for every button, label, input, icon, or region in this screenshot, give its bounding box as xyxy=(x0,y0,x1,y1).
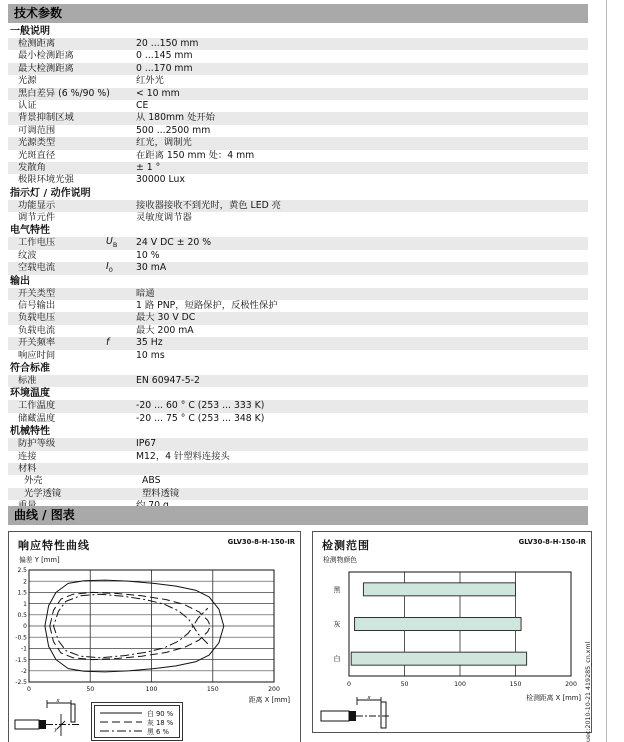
bar-category-label: 白 xyxy=(333,655,341,664)
spec-row xyxy=(8,475,588,487)
spec-row xyxy=(8,50,588,62)
response-curve-chart xyxy=(8,531,301,742)
spec-value: 0 ...145 mm xyxy=(136,50,193,62)
spec-row xyxy=(8,125,588,137)
spec-row xyxy=(8,200,588,212)
spec-label: 背景抑制区域 xyxy=(18,112,74,124)
spec-label: 工作电压 xyxy=(18,237,56,249)
chart1-part-number: GLV30-8-H-150-IR xyxy=(227,538,295,546)
spec-label: 连接 xyxy=(18,450,37,462)
spec-section-title: 输出 xyxy=(10,275,30,287)
spec-label: 外壳 xyxy=(24,475,43,487)
spec-label: 最大检测距离 xyxy=(18,62,74,74)
spec-row xyxy=(8,451,588,463)
spec-value: 30000 Lux xyxy=(136,174,185,186)
spec-label: 功能显示 xyxy=(18,199,56,211)
spec-label: 极限环境光强 xyxy=(18,174,74,186)
svg-text:0.5: 0.5 xyxy=(17,612,27,619)
spec-row xyxy=(8,38,588,50)
spec-section-title: 一般说明 xyxy=(10,26,50,37)
svg-text:-1: -1 xyxy=(21,645,27,653)
svg-text:2.5: 2.5 xyxy=(17,567,27,575)
spec-label: 信号输出 xyxy=(18,300,56,312)
spec-label: 光斑直径 xyxy=(18,149,56,161)
spec-value: 20 ...150 mm xyxy=(136,38,199,49)
legend-label: 白 90 % xyxy=(147,709,174,718)
spec-row xyxy=(8,400,588,412)
spec-value: 暗通 xyxy=(136,287,155,299)
spec-label: 认证 xyxy=(18,99,37,111)
spec-row xyxy=(8,438,588,450)
spec-row xyxy=(8,300,588,312)
spec-value: -20 ... 60 ° C (253 ... 333 K) xyxy=(136,400,265,412)
spec-value: IP67 xyxy=(136,438,157,450)
footer-revision-note: uec:2010-10-21 419285_cn.xml xyxy=(585,641,592,742)
spec-value: 10 ms xyxy=(136,349,165,361)
chart2-x-axis-label: 检测距离 X [mm] xyxy=(526,694,581,702)
svg-text:1: 1 xyxy=(23,600,27,608)
spec-row xyxy=(8,100,588,112)
spec-value: -20 ... 75 ° C (253 ... 348 K) xyxy=(136,412,265,424)
svg-text:-0.5: -0.5 xyxy=(15,634,27,642)
legend-label: 灰 18 % xyxy=(147,718,174,727)
svg-text:0: 0 xyxy=(23,623,27,631)
spec-label: 标准 xyxy=(18,374,37,386)
spec-label: 工作温度 xyxy=(18,400,56,412)
legend-line-sample xyxy=(99,728,143,734)
legend-label: 黑 6 % xyxy=(147,727,169,736)
spec-row xyxy=(8,212,588,224)
spec-section-title: 指示灯 / 动作说明 xyxy=(10,187,91,199)
legend-line-sample xyxy=(99,719,143,725)
spec-row xyxy=(8,312,588,324)
spec-value: 0 ...170 mm xyxy=(136,62,193,74)
spec-row xyxy=(8,63,588,75)
spec-label: 最小检测距离 xyxy=(18,50,74,62)
svg-text:-2: -2 xyxy=(21,668,27,675)
spec-section-title: 机械特性 xyxy=(10,426,50,438)
spec-row xyxy=(8,337,588,349)
spec-section-title: 环境温度 xyxy=(10,388,50,400)
spec-row xyxy=(8,250,588,262)
spec-value: 24 V DC ± 20 % xyxy=(136,237,212,249)
svg-text:-2.5: -2.5 xyxy=(15,679,27,687)
spec-value: 10 % xyxy=(136,249,160,261)
chart1-title-row xyxy=(9,532,300,553)
svg-text:0: 0 xyxy=(27,686,31,692)
spec-label: 纹波 xyxy=(18,249,37,261)
chart2-category-axis-label: 检测物颜色 xyxy=(323,556,357,564)
spec-row xyxy=(8,262,588,274)
spec-label: 光源类型 xyxy=(18,137,56,149)
spec-value: 在距离 150 mm 处：4 mm xyxy=(136,149,255,161)
response-curve-plot xyxy=(9,564,298,692)
spec-section-title: 符合标准 xyxy=(10,362,50,374)
chart2-title-row xyxy=(313,532,591,553)
spec-row xyxy=(8,375,588,387)
spec-symbol: $U_B$ xyxy=(106,236,118,249)
spec-section-title: 电气特性 xyxy=(10,225,50,237)
svg-text:x: x xyxy=(56,698,60,704)
spec-table xyxy=(8,25,588,513)
sensor-target-diagram-icon xyxy=(319,696,395,730)
spec-value: 接收器接收不到光时，黄色 LED 亮 xyxy=(136,199,281,211)
svg-text:1.5: 1.5 xyxy=(17,589,27,597)
spec-row xyxy=(8,488,588,500)
svg-text:100: 100 xyxy=(454,681,466,688)
svg-text:50: 50 xyxy=(400,681,409,688)
svg-text:y: y xyxy=(54,727,58,733)
legend-line-sample xyxy=(99,710,143,716)
spec-label: 空载电流 xyxy=(18,262,56,274)
page-right-rule xyxy=(606,0,607,742)
spec-label: 防护等级 xyxy=(18,438,56,450)
spec-label: 光源 xyxy=(18,75,37,87)
spec-value: 1 路 PNP，短路保护，反极性保护 xyxy=(136,300,278,312)
spec-label: 检测距离 xyxy=(18,38,56,49)
spec-value: M12，4 针塑料连接头 xyxy=(136,450,230,462)
svg-text:150: 150 xyxy=(206,686,219,692)
spec-row xyxy=(8,150,588,162)
bar-category-label: 黑 xyxy=(333,585,341,594)
spec-row xyxy=(8,237,588,249)
spec-value: 红光，调制光 xyxy=(136,137,192,149)
spec-row xyxy=(8,88,588,100)
spec-value: 红外光 xyxy=(136,75,164,87)
svg-text:200: 200 xyxy=(268,686,280,692)
svg-text:100: 100 xyxy=(145,686,158,692)
spec-value: 塑料透镜 xyxy=(142,487,180,499)
section-header-curves: 曲线 / 图表 xyxy=(8,506,588,525)
spec-row xyxy=(8,350,588,362)
spec-value: < 10 mm xyxy=(136,87,180,99)
sensor-target-diagram-icon xyxy=(13,698,85,740)
legend-entry xyxy=(99,726,173,735)
chart2-part-number: GLV30-8-H-150-IR xyxy=(518,538,586,546)
section-header-technical-data: 技术参数 xyxy=(8,4,588,23)
spec-label: 可调范围 xyxy=(18,124,56,136)
spec-row xyxy=(8,325,588,337)
spec-row xyxy=(8,463,588,475)
spec-label: 负载电流 xyxy=(18,324,56,336)
detection-range-chart xyxy=(312,531,592,733)
spec-label: 开关类型 xyxy=(18,287,56,299)
chart2-title: 检测范围 xyxy=(322,539,370,552)
spec-row xyxy=(8,137,588,149)
chart1-y-axis-label: 偏差 Y [mm] xyxy=(19,556,60,564)
spec-value: CE xyxy=(136,99,149,111)
spec-label: 响应时间 xyxy=(18,349,56,361)
spec-row xyxy=(8,162,588,174)
spec-label: 光学透镜 xyxy=(24,487,62,499)
spec-row xyxy=(8,288,588,300)
svg-text:2: 2 xyxy=(23,578,27,586)
svg-text:-1.5: -1.5 xyxy=(15,656,27,664)
spec-label: 负载电压 xyxy=(18,312,56,324)
svg-text:50: 50 xyxy=(86,686,95,692)
chart1-x-axis-label: 距离 X [mm] xyxy=(248,696,290,704)
spec-value: ± 1 ° xyxy=(136,161,161,173)
spec-value: 最大 30 V DC xyxy=(136,312,196,324)
spec-label: 材料 xyxy=(18,462,37,474)
svg-text:200: 200 xyxy=(565,681,577,688)
spec-row xyxy=(8,112,588,124)
spec-label: 储藏温度 xyxy=(18,412,56,424)
spec-value: EN 60947-5-2 xyxy=(136,374,200,386)
spec-label: 发散角 xyxy=(18,161,46,173)
spec-value: 灵敏度调节器 xyxy=(136,212,192,224)
svg-text:0: 0 xyxy=(347,681,351,688)
spec-value: 30 mA xyxy=(136,262,167,274)
charts-row xyxy=(8,531,592,742)
spec-label: 调节元件 xyxy=(18,212,56,224)
detection-range-plot xyxy=(313,564,589,694)
spec-label: 黑白差异 (6 %/90 %) xyxy=(18,87,110,99)
spec-row xyxy=(8,75,588,87)
svg-text:x: x xyxy=(367,696,371,701)
spec-label: 开关频率 xyxy=(18,337,56,349)
spec-symbol: $I_0$ xyxy=(106,260,113,274)
spec-row xyxy=(8,413,588,425)
spec-value: ABS xyxy=(142,475,161,487)
spec-symbol: f xyxy=(106,337,110,349)
spec-value: 从 180mm 处开始 xyxy=(136,112,215,124)
svg-text:150: 150 xyxy=(509,681,522,688)
spec-value: 35 Hz xyxy=(136,337,163,349)
spec-row xyxy=(8,174,588,186)
spec-value: 500 ...2500 mm xyxy=(136,124,211,136)
chart1-legend xyxy=(91,702,183,741)
chart1-title: 响应特性曲线 xyxy=(18,539,90,552)
bar-category-label: 灰 xyxy=(333,620,341,629)
spec-value: 最大 200 mA xyxy=(136,324,194,336)
